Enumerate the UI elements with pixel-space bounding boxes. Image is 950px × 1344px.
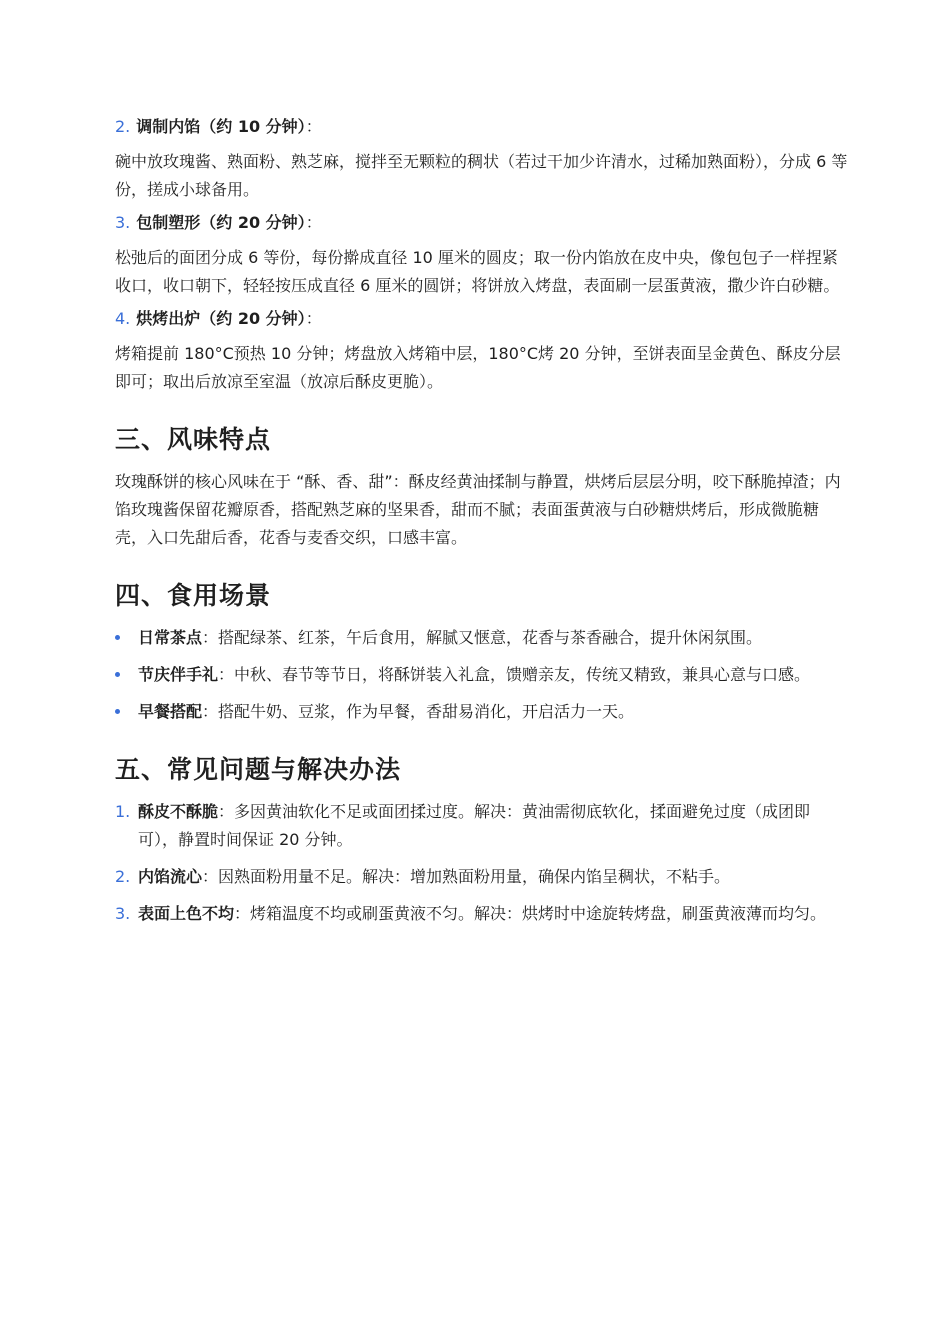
step-colon: ： [305,213,322,232]
step-3 [115,208,850,300]
scenes-list [115,624,850,726]
step-colon: ： [305,117,322,136]
step-title: 烘烤出炉（约 20 分钟） [136,309,306,328]
item-label: 早餐搭配 [138,702,203,721]
item-label: 日常茶点 [138,628,203,647]
document-page [115,112,850,937]
list-item [115,661,850,689]
item-number: 1. [115,802,131,821]
list-item [115,624,850,652]
list-item [115,698,850,726]
step-number: 2. [115,117,131,136]
item-label: 表面上色不均 [138,904,235,923]
list-item [115,900,850,928]
step-4 [115,304,850,396]
section-heading-flavor: 三、风味特点 [115,425,272,454]
list-item [115,798,850,854]
flavor-body: 玫瑰酥饼的核心风味在于 “酥、香、甜”：酥皮经黄油揉制与静置，烘烤后层层分明，咬下酥脆掉渣；内馅玫瑰酱保留花瓣原香，搭配熟芝麻的坚果香，甜而不腻；表面蛋黄液与白砂糖烘烤后，形成微脆糖壳，入口先甜后香，花香与麦香交织，口感丰富。 [115,472,841,547]
step-heading [115,208,850,238]
section-heading-scenes: 四、食用场景 [115,581,272,610]
step-colon: ： [305,309,322,328]
bullet-dot-icon [115,635,120,640]
item-label: 内馅流心 [138,867,203,886]
item-number: 2. [115,867,131,886]
item-text: ：因熟面粉用量不足。解决：增加熟面粉用量，确保内馅呈稠状，不粘手。 [202,867,731,886]
bullet-dot-icon [115,672,120,677]
step-title: 包制塑形（约 20 分钟） [136,213,306,232]
bullet-dot-icon [115,709,120,714]
item-label: 酥皮不酥脆 [138,802,219,821]
item-text: ：烤箱温度不均或刷蛋黄液不匀。解决：烘烤时中途旋转烤盘，刷蛋黄液薄而均匀。 [234,904,827,923]
step-title: 调制内馅（约 10 分钟） [136,117,306,136]
section-heading-faq: 五、常见问题与解决办法 [115,755,402,784]
item-text: ：中秋、春节等节日，将酥饼装入礼盒，馈赠亲友，传统又精致，兼具心意与口感。 [218,665,811,684]
item-text: ：搭配牛奶、豆浆，作为早餐，香甜易消化，开启活力一天。 [202,702,635,721]
step-body: 碗中放玫瑰酱、熟面粉、熟芝麻，搅拌至无颗粒的稠状（若过干加少许清水，过稀加熟面粉），分成 6 等份，搓成小球备用。 [115,152,848,199]
step-heading [115,304,850,334]
step-2 [115,112,850,204]
step-body: 烤箱提前 180°C预热 10 分钟；烤盘放入烤箱中层，180°C烤 20 分钟，至饼表面呈金黄色、酥皮分层即可；取出后放凉至室温（放凉后酥皮更脆）。 [115,344,841,391]
item-text: ：多因黄油软化不足或面团揉过度。解决：黄油需彻底软化，揉面避免过度（成团即可），静置时间保证 20 分钟。 [138,802,811,849]
item-number: 3. [115,904,131,923]
step-number: 4. [115,309,131,328]
faq-list [115,798,850,928]
step-number: 3. [115,213,131,232]
list-item [115,863,850,891]
step-heading [115,112,850,142]
step-body: 松弛后的面团分成 6 等份，每份擀成直径 10 厘米的圆皮；取一份内馅放在皮中央，像包包子一样捏紧收口，收口朝下，轻轻按压成直径 6 厘米的圆饼；将饼放入烤盘，表面刷一层蛋黄液，撒少许白砂糖。 [115,248,840,295]
item-text: ：搭配绿茶、红茶，午后食用，解腻又惬意，花香与茶香融合，提升休闲氛围。 [202,628,763,647]
item-label: 节庆伴手礼 [138,665,219,684]
